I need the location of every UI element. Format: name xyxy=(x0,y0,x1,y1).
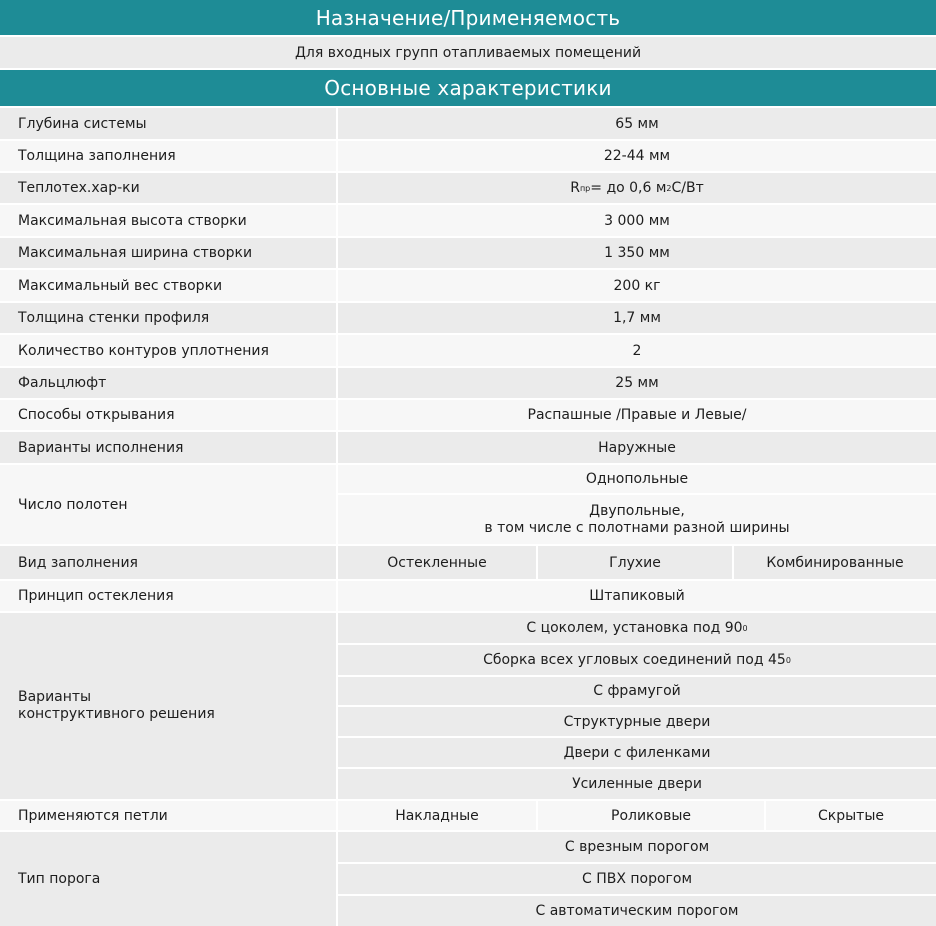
row-max-width-label: Максимальная ширина створки xyxy=(0,238,336,268)
design-option-corner-text: Сборка всех угловых соединений под 45 xyxy=(483,652,786,668)
threshold-option-pvc: С ПВХ порогом xyxy=(338,864,936,894)
purpose-title: Назначение/Применяемость xyxy=(315,5,621,30)
design-option-structural: Структурные двери xyxy=(338,707,936,736)
thermal-r: R xyxy=(570,180,580,196)
purpose-row xyxy=(0,37,936,68)
row-max-height-value: 3 000 мм xyxy=(338,205,936,236)
design-option-plinth xyxy=(338,613,936,643)
row-depth-value: 65 мм xyxy=(338,108,936,139)
fill-option-solid: Глухие xyxy=(538,546,732,579)
row-max-height-label: Максимальная высота створки xyxy=(0,205,336,236)
fill-option-glazed: Остекленные xyxy=(338,546,536,579)
design-label xyxy=(0,613,336,799)
row-wall-thickness-label: Толщина стенки профиля xyxy=(0,303,336,333)
leaves-double xyxy=(338,495,936,544)
thermal-sup: 2 xyxy=(666,183,672,193)
specs-title: Основные характеристики xyxy=(324,76,612,100)
row-seal-contours-label: Количество контуров уплотнения xyxy=(0,335,336,366)
leaves-double-line1: Двупольные, xyxy=(589,502,685,519)
design-label-line2: конструктивного решения xyxy=(18,706,215,722)
row-fill-thickness-value: 22-44 мм xyxy=(338,141,936,171)
row-execution-value: Наружные xyxy=(338,432,936,463)
row-thermal-label: Теплотех.хар-ки xyxy=(0,173,336,203)
leaves-label: Число полотен xyxy=(0,465,336,544)
design-option-plinth-text: С цоколем, установка под 90 xyxy=(526,620,743,636)
row-max-weight-value: 200 кг xyxy=(338,270,936,301)
thermal-suffix: С/Вт xyxy=(671,180,704,196)
row-thermal-value xyxy=(338,173,936,203)
thermal-r-sub: пр xyxy=(579,183,591,193)
leaves-double-line2: в том числе с полотнами разной ширины xyxy=(484,519,790,536)
row-depth-label: Глубина системы xyxy=(0,108,336,139)
threshold-label: Тип порога xyxy=(0,832,336,926)
hinges-option-surface: Накладные xyxy=(338,801,536,830)
row-rebate-label: Фальцлюфт xyxy=(0,368,336,398)
row-opening-value: Распашные /Правые и Левые/ xyxy=(338,400,936,430)
design-option-plinth-sup: 0 xyxy=(742,623,748,633)
hinges-option-roller: Роликовые xyxy=(538,801,764,830)
glazing-value: Штапиковый xyxy=(338,581,936,611)
threshold-option-automatic: С автоматическим порогом xyxy=(338,896,936,926)
threshold-option-mortise: С врезным порогом xyxy=(338,832,936,862)
thermal-mid: = до 0,6 м xyxy=(590,180,667,196)
design-option-transom: С фрамугой xyxy=(338,677,936,705)
row-wall-thickness-value: 1,7 мм xyxy=(338,303,936,333)
row-max-width-value: 1 350 мм xyxy=(338,238,936,268)
design-option-reinforced: Усиленные двери xyxy=(338,769,936,799)
design-option-corner xyxy=(338,645,936,675)
row-execution-label: Варианты исполнения xyxy=(0,432,336,463)
purpose-text: Для входных групп отапливаемых помещений xyxy=(294,44,642,61)
purpose-header xyxy=(0,0,936,35)
glazing-label: Принцип остекления xyxy=(0,581,336,611)
design-label-line1: Варианты xyxy=(18,689,92,705)
hinges-option-hidden: Скрытые xyxy=(766,801,936,830)
design-option-corner-sup: 0 xyxy=(785,655,791,665)
leaves-single: Однопольные xyxy=(338,465,936,493)
row-rebate-value: 25 мм xyxy=(338,368,936,398)
design-option-panels: Двери с филенками xyxy=(338,738,936,767)
hinges-label: Применяются петли xyxy=(0,801,336,830)
row-fill-thickness-label: Толщина заполнения xyxy=(0,141,336,171)
row-seal-contours-value: 2 xyxy=(338,335,936,366)
fill-option-combined: Комбинированные xyxy=(734,546,936,579)
row-max-weight-label: Максимальный вес створки xyxy=(0,270,336,301)
row-opening-label: Способы открывания xyxy=(0,400,336,430)
specs-header xyxy=(0,70,936,106)
fill-label: Вид заполнения xyxy=(0,546,336,579)
